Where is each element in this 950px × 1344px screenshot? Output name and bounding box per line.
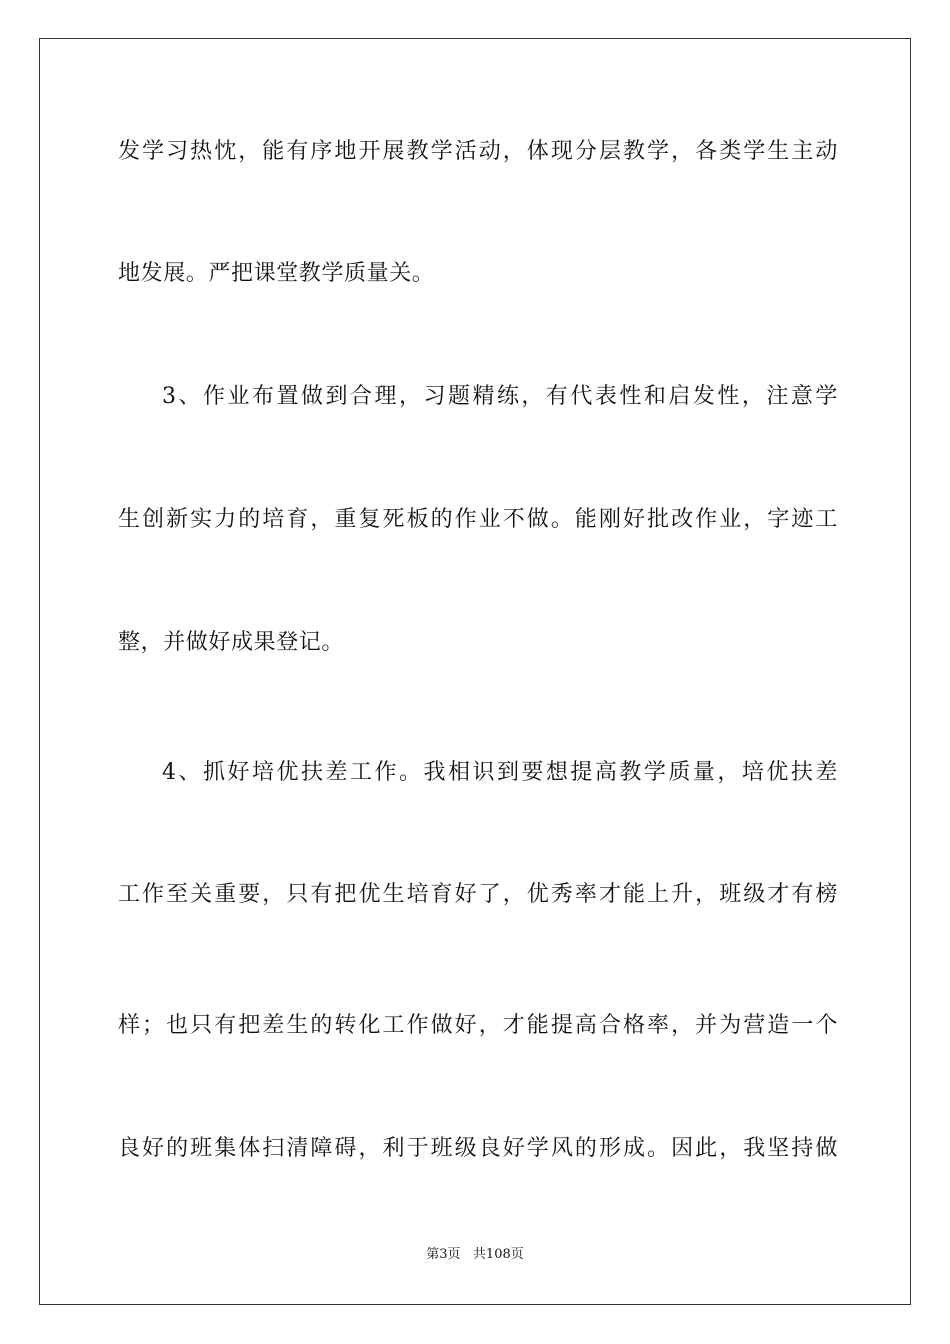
text-line-5: 整，并做好成果登记。 <box>118 630 345 655</box>
page-number: 第3页 <box>426 1247 461 1262</box>
page-footer <box>0 1246 950 1264</box>
text-line-1: 发学习热忱，能有序地开展教学活动，体现分层教学，各类学生主动 <box>118 139 838 164</box>
text-line-2: 地发展。严把课堂教学质量关。 <box>118 261 435 286</box>
text-line-4: 生创新实力的培育，重复死板的作业不做。能刚好批改作业，字迹工 <box>118 507 838 532</box>
page-border <box>39 38 911 1305</box>
text-line-9: 良好的班集体扫清障碍，利于班级良好学风的形成。因此，我坚持做 <box>118 1136 838 1161</box>
text-line-6: 4、抓好培优扶差工作。我相识到要想提高教学质量，培优扶差 <box>162 760 838 785</box>
text-line-3: 3、作业布置做到合理，习题精练，有代表性和启发性，注意学 <box>162 384 838 409</box>
page-total: 共108页 <box>472 1247 524 1262</box>
text-line-8: 样；也只有把差生的转化工作做好，才能提高合格率，并为营造一个 <box>118 1013 838 1038</box>
text-line-7: 工作至关重要，只有把优生培育好了，优秀率才能上升，班级才有榜 <box>118 882 838 907</box>
